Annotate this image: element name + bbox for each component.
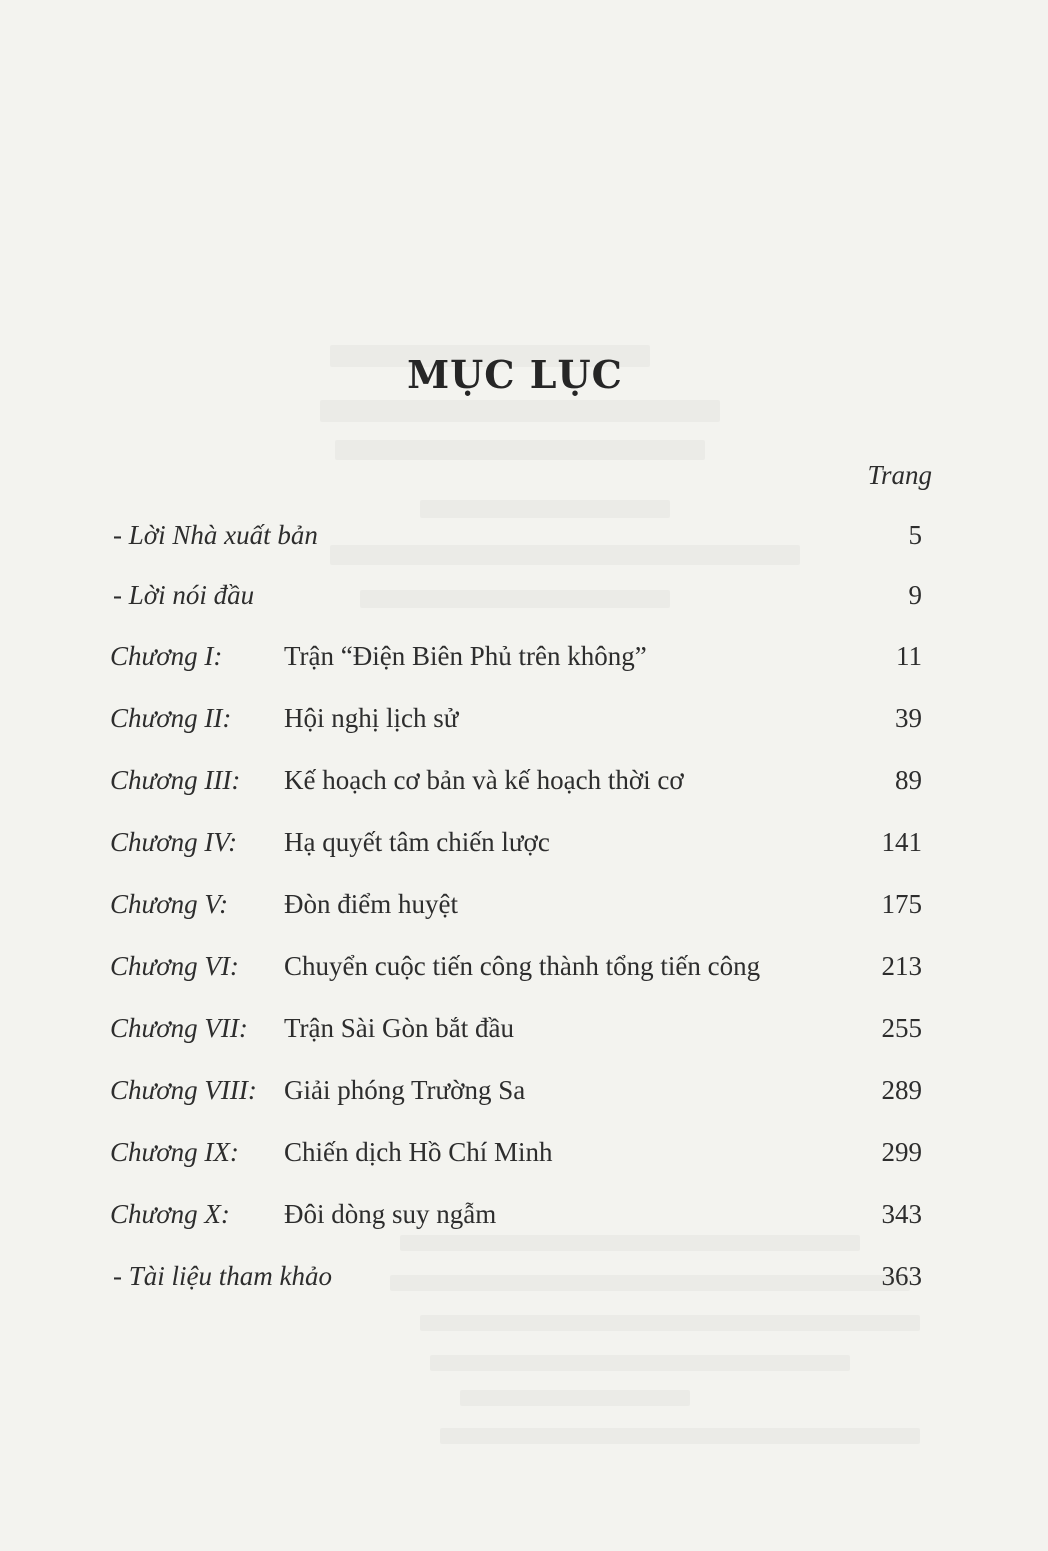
chapter-title: Trận “Điện Biên Phủ trên không” <box>284 641 647 671</box>
entry-page-number: 9 <box>908 580 922 610</box>
bleed-through-mark <box>420 500 670 518</box>
entry-page-number: 363 <box>881 1261 922 1291</box>
chapter-title: Hội nghị lịch sử <box>284 703 459 733</box>
toc-entry-chapter-6[interactable] <box>0 951 1048 991</box>
entry-page-number: 255 <box>881 1013 922 1043</box>
toc-entry-chapter-5[interactable] <box>0 889 1048 929</box>
chapter-number: Chương X: <box>110 1199 230 1229</box>
chapter-title: Đôi dòng suy ngẫm <box>284 1199 497 1229</box>
bleed-through-mark <box>320 400 720 422</box>
bleed-through-mark <box>460 1390 690 1406</box>
toc-entry-chapter-1[interactable] <box>0 641 1048 681</box>
entry-label: - Tài liệu tham khảo <box>113 1261 332 1291</box>
entry-page-number: 89 <box>895 765 922 795</box>
chapter-number: Chương VIII: <box>110 1075 257 1105</box>
entry-page-number: 343 <box>881 1199 922 1229</box>
chapter-number: Chương III: <box>110 765 241 795</box>
toc-entry-chapter-4[interactable] <box>0 827 1048 867</box>
toc-entry-chapter-3[interactable] <box>0 765 1048 805</box>
bleed-through-mark <box>440 1428 920 1444</box>
entry-page-number: 175 <box>881 889 922 919</box>
entry-label: - Lời nói đầu <box>113 580 255 610</box>
entry-page-number: 299 <box>881 1137 922 1167</box>
entry-page-number: 289 <box>881 1075 922 1105</box>
toc-entry-chapter-7[interactable] <box>0 1013 1048 1053</box>
toc-entry-chapter-8[interactable] <box>0 1075 1048 1115</box>
chapter-title: Chuyển cuộc tiến công thành tổng tiến công <box>284 951 761 981</box>
toc-entry-foreword[interactable] <box>0 580 1048 620</box>
chapter-title: Chiến dịch Hồ Chí Minh <box>284 1137 553 1167</box>
chapter-title: Kế hoạch cơ bản và kế hoạch thời cơ <box>284 765 684 795</box>
chapter-number: Chương II: <box>110 703 232 733</box>
chapter-number: Chương VII: <box>110 1013 248 1043</box>
chapter-number: Chương VI: <box>110 951 239 981</box>
bleed-through-mark <box>335 440 705 460</box>
chapter-number: Chương IV: <box>110 827 238 857</box>
chapter-number: Chương IX: <box>110 1137 239 1167</box>
page-column-header: Trang <box>867 460 932 490</box>
chapter-number: Chương I: <box>110 641 223 671</box>
entry-page-number: 39 <box>895 703 922 733</box>
toc-entry-references[interactable] <box>0 1261 1048 1301</box>
entry-label: - Lời Nhà xuất bản <box>113 520 318 550</box>
entry-page-number: 11 <box>896 641 922 671</box>
chapter-title: Đòn điểm huyệt <box>284 889 458 919</box>
entry-page-number: 141 <box>881 827 922 857</box>
chapter-title: Hạ quyết tâm chiến lược <box>284 827 550 857</box>
bleed-through-mark <box>430 1355 850 1371</box>
toc-entry-publisher-note[interactable] <box>0 520 1048 560</box>
bleed-through-mark <box>420 1315 920 1331</box>
chapter-title: Giải phóng Trường Sa <box>284 1075 526 1105</box>
entry-page-number: 5 <box>908 520 922 550</box>
toc-title: MỤC LỤC <box>407 352 623 397</box>
toc-entry-chapter-10[interactable] <box>0 1199 1048 1239</box>
toc-entry-chapter-2[interactable] <box>0 703 1048 743</box>
entry-page-number: 213 <box>881 951 922 981</box>
toc-entry-chapter-9[interactable] <box>0 1137 1048 1177</box>
chapter-number: Chương V: <box>110 889 229 919</box>
chapter-title: Trận Sài Gòn bắt đầu <box>284 1013 514 1043</box>
